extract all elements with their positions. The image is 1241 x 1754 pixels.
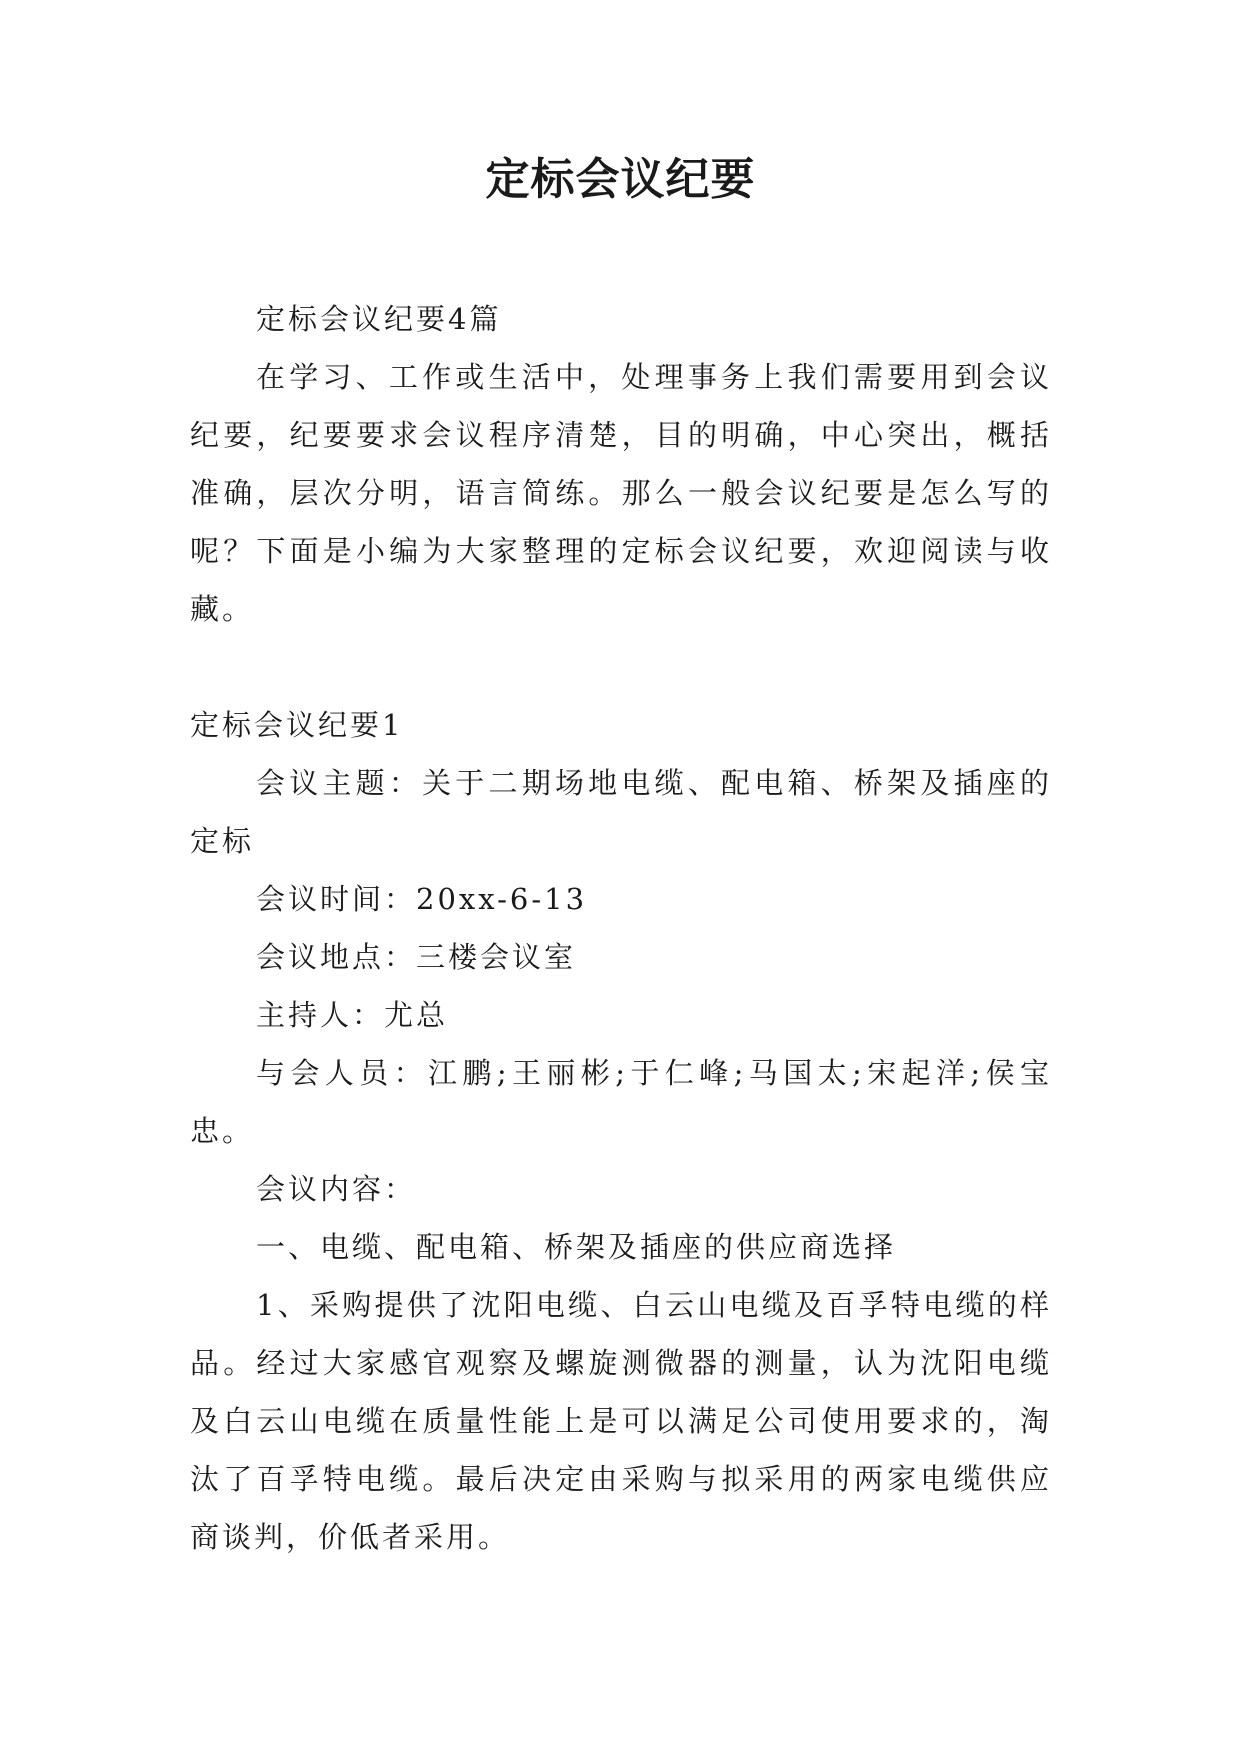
meeting-host: 主持人：尤总 xyxy=(256,998,449,1032)
item-one-point-one: 1、采购提供了沈阳电缆、白云山电缆及百孚特电缆的样品。经过大家感官观察及螺旋测微器的测量，认为沈阳电缆及白云山电缆在质量性能上是可以满足公司使用要求的，淘汰了百孚特电缆。最后决定由采购与拟采用的两家电缆供应商谈判，价低者采用。 xyxy=(190,1288,1052,1554)
section-heading: 定标会议纪要1 xyxy=(190,708,404,742)
paragraph-spacer xyxy=(190,638,1052,696)
meeting-content-label: 会议内容： xyxy=(256,1172,417,1206)
document-subtitle: 定标会议纪要4篇 xyxy=(256,302,502,336)
meeting-location: 会议地点：三楼会议室 xyxy=(256,940,577,974)
meeting-topic: 会议主题：关于二期场地电缆、配电箱、桥架及插座的定标 xyxy=(190,766,1052,858)
document-body xyxy=(190,290,1052,1566)
meeting-time: 会议时间：20xx-6-13 xyxy=(256,882,588,916)
item-one-heading: 一、电缆、配电箱、桥架及插座的供应商选择 xyxy=(256,1230,897,1264)
meeting-attendees: 与会人员：江鹏;王丽彬;于仁峰;马国太;宋起洋;侯宝忠。 xyxy=(190,1056,1052,1148)
document-title: 定标会议纪要 xyxy=(485,154,756,205)
intro-paragraph: 在学习、工作或生活中，处理事务上我们需要用到会议纪要，纪要要求会议程序清楚，目的明确，中心突出，概括准确，层次分明，语言简练。那么一般会议纪要是怎么写的呢？下面是小编为大家整理的定标会议纪要，欢迎阅读与收藏。 xyxy=(190,360,1052,626)
